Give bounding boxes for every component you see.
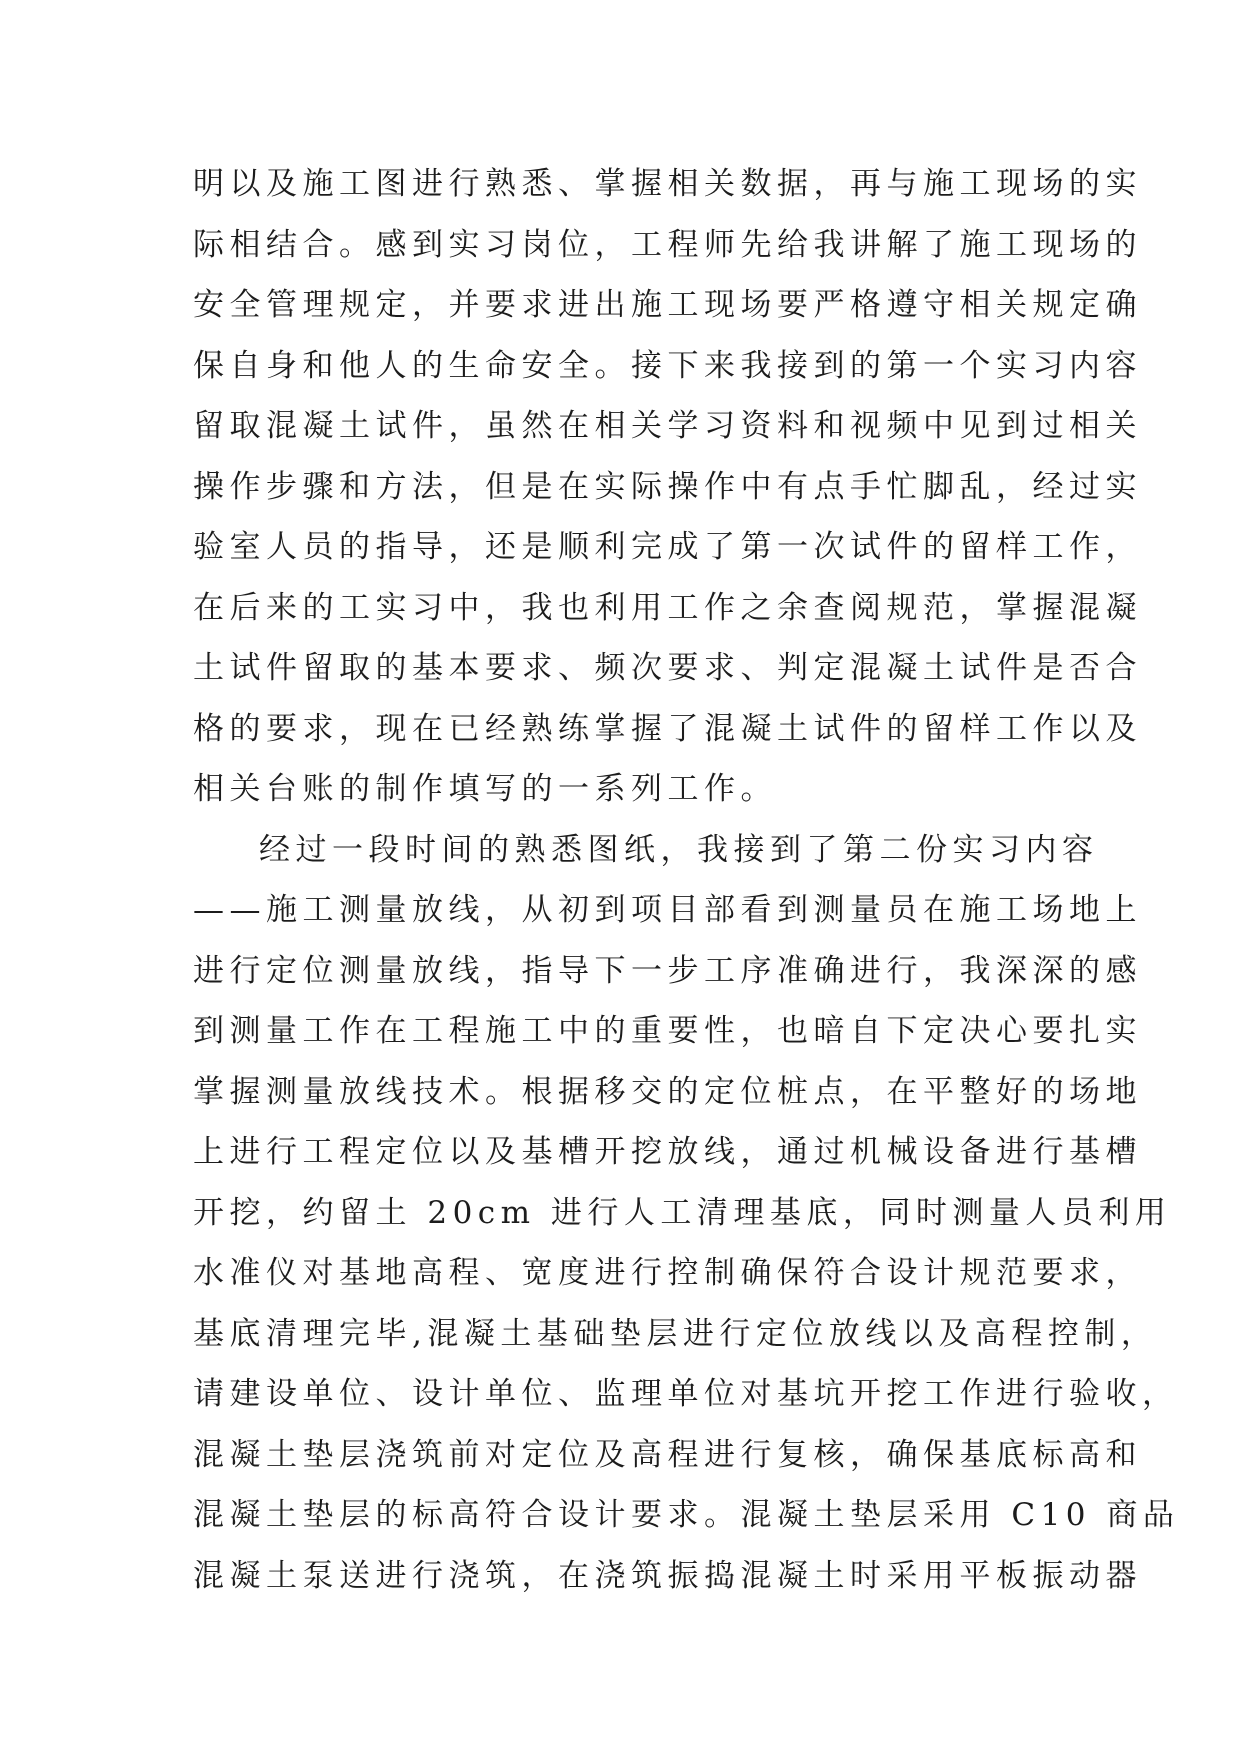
text-line: 留取混凝土试件，虽然在相关学习资料和视频中见到过相关 [193,408,1142,444]
text-line: 到测量工作在工程施工中的重要性，也暗自下定决心要扎实 [193,1013,1142,1049]
text-line: 开挖，约留土 20cm 进行人工清理基底，同时测量人员利用 [193,1194,1172,1231]
text-line: 水准仪对基地高程、宽度进行控制确保符合设计规范要求， [193,1255,1142,1291]
text-line: 相关台账的制作填写的一系列工作。 [193,771,777,807]
text-line: 在后来的工实习中，我也利用工作之余查阅规范，掌握混凝 [193,589,1142,626]
text-line: 际相结合。感到实习岗位，工程师先给我讲解了施工现场的 [193,226,1142,263]
text-line: 安全管理规定，并要求进出施工现场要严格遵守相关规定确 [193,287,1142,323]
text-line: 进行定位测量放线，指导下一步工序准确进行，我深深的感 [193,952,1142,989]
text-line: 请建设单位、设计单位、监理单位对基坑开挖工作进行验收， [193,1376,1179,1412]
text-line: 掌握测量放线技术。根据移交的定位桩点，在平整好的场地 [193,1073,1142,1110]
text-line: 操作步骤和方法，但是在实际操作中有点手忙脚乱，经过实 [193,468,1142,505]
text-line: 明以及施工图进行熟悉、掌握相关数据，再与施工现场的实 [193,166,1142,202]
text-line: 混凝土泵送进行浇筑，在浇筑振捣混凝土时采用平板振动器 [193,1557,1142,1594]
text-line: 上进行工程定位以及基槽开挖放线，通过机械设备进行基槽 [193,1134,1142,1170]
text-line: 土试件留取的基本要求、频次要求、判定混凝土试件是否合 [193,650,1142,686]
text-line-indented: 经过一段时间的熟悉图纸，我接到了第二份实习内容 [259,831,1099,868]
body-text [193,154,1180,1606]
text-line: 保自身和他人的生命安全。接下来我接到的第一个实习内容 [193,347,1142,384]
text-line: 混凝土垫层浇筑前对定位及高程进行复核，确保基底标高和 [193,1436,1142,1473]
paragraph-1 [193,154,1142,820]
text-line: 基底清理完毕,混凝土基础垫层进行定位放线以及高程控制， [193,1315,1158,1352]
text-line: ——施工测量放线，从初到项目部看到测量员在施工场地上 [193,892,1142,928]
text-line: 格的要求，现在已经熟练掌握了混凝土试件的留样工作以及 [193,710,1142,747]
text-line: 验室人员的指导，还是顺利完成了第一次试件的留样工作， [193,529,1142,565]
text-line: 混凝土垫层的标高符合设计要求。混凝土垫层采用 C10 商品 [193,1497,1180,1533]
paragraph-2 [193,820,1180,1607]
